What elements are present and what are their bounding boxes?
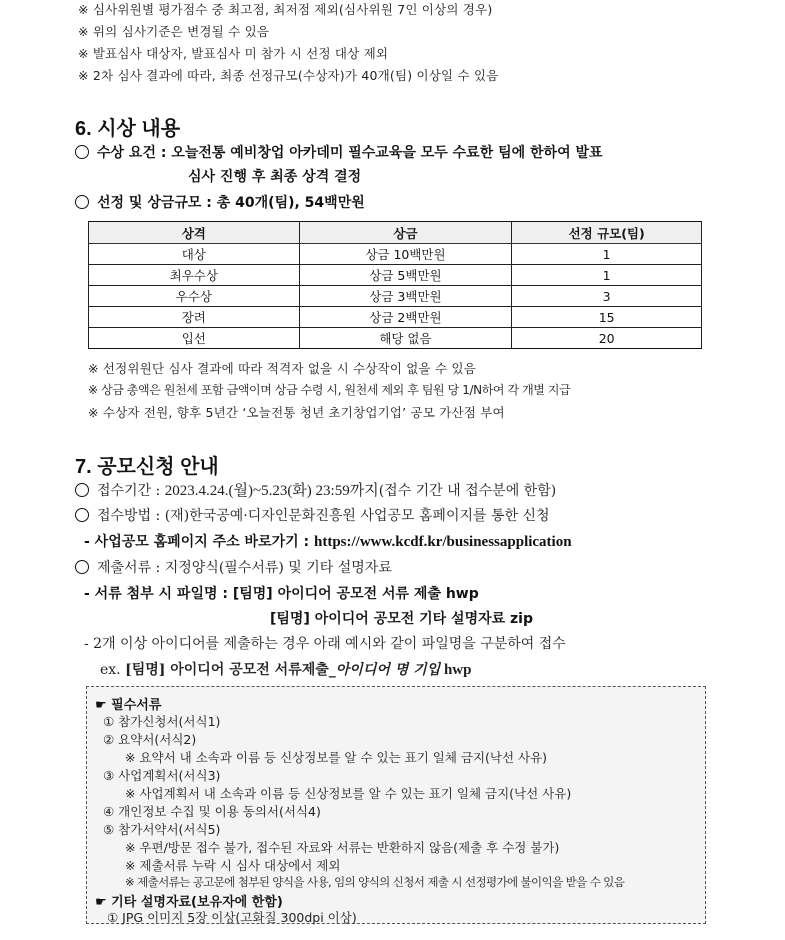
note-line: ※ 위의 심사기준은 변경될 수 있음 [78,24,270,39]
table-row [89,286,702,307]
required-doc-note: ※ 제출서류 누락 시 심사 대상에서 제외 [125,858,341,873]
method-value: (재)한국공예·디자인문화진흥원 사업공모 홈페이지를 통한 신청 [164,508,550,524]
required-doc-note: ※ 제출서류는 공고문에 첨부된 양식을 사용, 임의 양식의 신청서 제출 시 선정평가에 불이익을 받을 수 있음 [125,875,625,889]
multi-idea-note: - 2개 이상 아이디어를 제출하는 경우 아래 예시와 같이 파일명을 구분하여 접수 [84,636,566,652]
award-requirement [75,142,603,162]
method-label: 접수방법 : [97,508,165,524]
other-doc-item: ① JPG 이미지 5장 이상(고화질 300dpi 이상) [107,910,357,925]
award-prize: 상금 3백만원 [299,286,512,307]
award-grade: 우수상 [89,286,300,307]
homepage-link[interactable]: https://www.kcdf.kr/businessapplication [314,534,572,550]
table-row [89,244,702,265]
filename-rule [84,583,479,603]
required-doc-note: ※ 사업계획서 내 소속과 이름 등 신상정보를 알 수 있는 표기 일체 금지(낙선 사유) [125,786,572,801]
docs-label: 제출서류 : [97,560,165,576]
column-header: 선정 규모(팀) [512,222,702,244]
awards-table [88,221,702,349]
award-req-label: 수상 요건 : [97,145,172,161]
required-doc-item: ③ 사업계획서(서식3) [103,768,221,783]
award-grade: 장려 [89,307,300,328]
other-docs-heading: ☛ 기타 설명자료(보유자에 한함) [95,895,283,910]
required-doc-item: ② 요약서(서식2) [103,732,197,747]
required-doc-item: ④ 개인정보 수집 및 이용 동의서(서식4) [103,804,321,819]
example-italic: 아이디어 명 기입 [335,662,441,678]
required-doc-note: ※ 우편/방문 접수 불가, 접수된 자료와 서류는 반환하지 않음(제출 후 수정 불가) [125,840,560,855]
note-line: ※ 발표심사 대상자, 발표심사 미 참가 시 선정 대상 제외 [78,46,389,61]
award-note: ※ 상금 총액은 원천세 포함 금액이며 상금 수령 시, 원천세 제외 후 팀원 당 1/N하여 각 개별 지급 [88,383,571,397]
award-prize: 상금 10백만원 [299,244,512,265]
award-grade: 최우수상 [89,265,300,286]
section-6-title: 6. 시상 내용 [75,118,181,140]
award-note: ※ 수상자 전원, 향후 5년간 ‘오늘전통 청년 초기창업기업’ 공모 가산점 부여 [88,405,505,420]
table-row [89,328,702,349]
award-count: 1 [512,265,702,286]
required-docs-heading: ☛ 필수서류 [95,698,162,713]
application-period [75,479,556,500]
selection-scale [75,192,365,212]
example-suffix: hwp [440,662,472,678]
period-value: 2023.4.24.(월)~5.23(화) 23:59까지 [164,483,379,499]
period-suffix: (접수 기간 내 접수분에 한함) [378,483,557,499]
circle-bullet-icon [75,560,89,574]
award-prize: 해당 없음 [299,328,512,349]
award-prize: 상금 5백만원 [299,265,512,286]
circle-bullet-icon [75,483,89,497]
submission-docs [75,557,392,577]
section-7-title: 7. 공모신청 안내 [75,456,219,478]
award-note: ※ 선정위원단 심사 결과에 따라 적격자 없을 시 수상작이 없을 수 있음 [88,361,477,376]
award-count: 3 [512,286,702,307]
note-line: ※ 심사위원별 평가점수 중 최고점, 최저점 제외(심사위원 7인 이상의 경우) [78,2,493,17]
table-row [89,265,702,286]
note-line: ※ 2차 심사 결과에 따라, 최종 선정규모(수상자)가 40개(팀) 이상일 수 있음 [78,68,499,83]
docs-value: 지정양식(필수서류) 및 기타 설명자료 [164,560,392,576]
required-doc-item: ⑤ 참가서약서(서식5) [103,822,221,837]
application-method [75,505,550,525]
filename-1: [팀명] 아이디어 공모전 서류 제출 hwp [232,586,479,602]
scale-label: 선정 및 상금규모 : [97,195,217,211]
table-row [89,307,702,328]
filename-2: [팀명] 아이디어 공모전 기타 설명자료 zip [270,611,533,627]
column-header: 상금 [299,222,512,244]
award-prize: 상금 2백만원 [299,307,512,328]
circle-bullet-icon [75,145,89,159]
period-label: 접수기간 : [97,483,165,499]
example-prefix: ex. [100,662,126,678]
homepage-label: - 사업공모 홈페이지 주소 바로가기 : [84,534,314,550]
award-count: 15 [512,307,702,328]
award-count: 1 [512,244,702,265]
table-header-row [89,222,702,244]
award-req-line1: 오늘전통 예비창업 아카데미 필수교육을 모두 수료한 팀에 한하여 발표 [171,145,603,161]
homepage-shortcut [84,531,572,551]
column-header: 상격 [89,222,300,244]
required-doc-note: ※ 요약서 내 소속과 이름 등 신상정보를 알 수 있는 표기 일체 금지(낙선 사유) [125,750,548,765]
documents-box [86,686,706,924]
scale-value: 총 40개(팀), 54백만원 [216,195,365,211]
filename-example [100,659,471,679]
award-grade: 입선 [89,328,300,349]
example-bold: [팀명] 아이디어 공모전 서류제출_ [125,662,336,678]
circle-bullet-icon [75,195,89,209]
required-doc-item: ① 참가신청서(서식1) [103,714,221,729]
award-count: 20 [512,328,702,349]
award-req-line2: 심사 진행 후 최종 상격 결정 [188,169,362,185]
award-grade: 대상 [89,244,300,265]
circle-bullet-icon [75,508,89,522]
filename-label: - 서류 첨부 시 파일명 : [84,586,233,602]
